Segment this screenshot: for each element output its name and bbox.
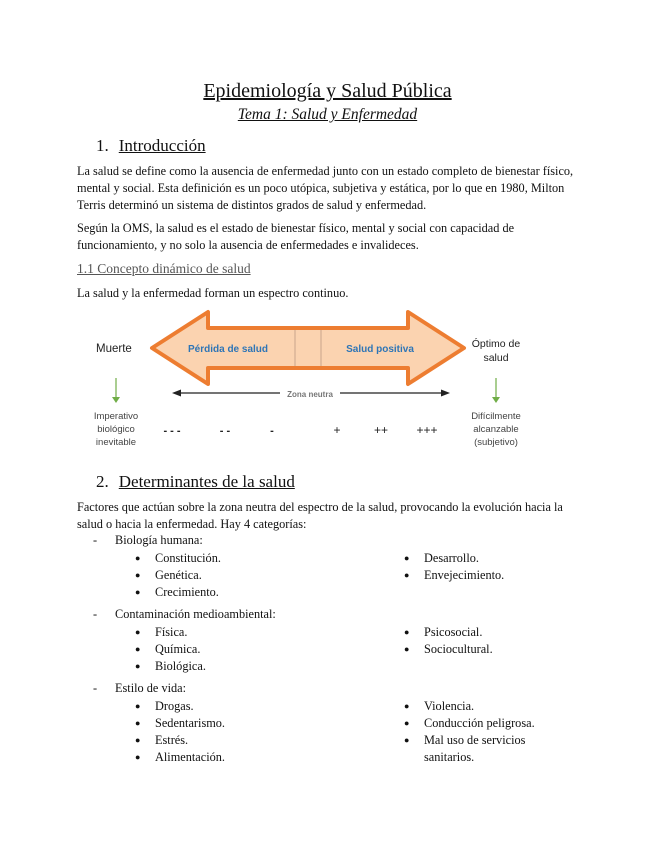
list-item: ● Química. bbox=[135, 641, 206, 658]
document-title: Epidemiología y Salud Pública bbox=[203, 80, 452, 102]
scale-mark-plus-2: ++ bbox=[373, 423, 389, 437]
scale-mark-minus-3: - - - bbox=[163, 425, 181, 437]
category-name: Contaminación medioambiental: bbox=[115, 607, 276, 621]
subsection-1-1-paragraph: La salud y la enfermedad forman un espectro continuo. bbox=[77, 286, 349, 300]
list-item: ● Envejecimiento. bbox=[404, 567, 564, 584]
neutral-zone-arrow-left bbox=[172, 390, 181, 397]
left-down-arrowhead bbox=[112, 397, 120, 403]
imperativo-note-line1: Imperativo bbox=[93, 411, 139, 422]
section-2-heading bbox=[96, 472, 295, 492]
section-1-heading bbox=[96, 136, 206, 156]
list-item: ● Drogas. bbox=[135, 698, 225, 715]
dificilmente-note-line3: (subjetivo) bbox=[474, 437, 518, 448]
zona-neutra-label: Zona neutra bbox=[287, 390, 333, 399]
muerte-label: Muerte bbox=[96, 343, 132, 355]
scale-mark-minus-2: - - bbox=[219, 425, 231, 437]
section-2-number: 2. bbox=[96, 472, 109, 491]
list-item: ● Psicosocial. bbox=[404, 624, 564, 641]
perdida-salud-label: Pérdida de salud bbox=[187, 344, 269, 355]
category-dash: - bbox=[93, 681, 98, 695]
list-item: ● Crecimiento. bbox=[135, 584, 221, 601]
list-item: ● Estrés. bbox=[135, 732, 225, 749]
imperativo-note-line2: biológico bbox=[97, 424, 135, 435]
list-item: ● Conducción peligrosa. bbox=[404, 715, 554, 732]
dificilmente-note-line1: Difícilmente bbox=[471, 411, 521, 422]
section-2-title: Determinantes de la salud bbox=[118, 472, 295, 491]
category-name: Biología humana: bbox=[115, 533, 203, 547]
neutral-zone-arrow-right bbox=[441, 390, 450, 397]
list-item: ● Mal uso de servicios sanitarios. bbox=[404, 732, 554, 766]
optimo-label-line2: salud bbox=[483, 352, 509, 364]
category-name: Estilo de vida: bbox=[115, 681, 187, 695]
list-item: ● Biológica. bbox=[135, 658, 206, 675]
category-biologia bbox=[93, 533, 203, 548]
list-item: ● Sociocultural. bbox=[404, 641, 564, 658]
section-1-number: 1. bbox=[96, 136, 109, 155]
estilo-vida-left-list bbox=[135, 698, 225, 766]
health-spectrum-figure bbox=[80, 306, 580, 456]
category-dash: - bbox=[93, 533, 98, 547]
list-item: ● Desarrollo. bbox=[404, 550, 564, 567]
imperativo-note-line3: inevitable bbox=[95, 437, 137, 448]
section-1-title: Introducción bbox=[118, 136, 206, 155]
biologia-right-list bbox=[404, 550, 564, 584]
dificilmente-note-line2: alcanzable bbox=[473, 424, 519, 435]
contaminacion-right-list bbox=[404, 624, 564, 658]
list-item: ● Sedentarismo. bbox=[135, 715, 225, 732]
section-2-paragraph: Factores que actúan sobre la zona neutra del espectro de la salud, provocando la evolución hacia la salud o hacia la enfermedad. Hay 4 categorías: bbox=[77, 500, 563, 531]
scale-mark-minus-1: - bbox=[270, 425, 274, 437]
document-subtitle: Tema 1: Salud y Enfermedad bbox=[237, 106, 418, 123]
biologia-left-list bbox=[135, 550, 221, 601]
section-1-paragraph-1: La salud se define como la ausencia de enfermedad junto con un estado completo de bienestar físico, mental y social. Esta definición es un poco utópica, subjetiva y estática, por lo que en 1980, Milton Terris determinó un sistema de distintos grados de salud y enfermedad. bbox=[77, 164, 574, 212]
salud-positiva-label: Salud positiva bbox=[346, 344, 414, 355]
optimo-label-line1: Óptimo de bbox=[471, 338, 521, 350]
list-item: ● Alimentación. bbox=[135, 749, 225, 766]
category-contaminacion bbox=[93, 607, 276, 622]
contaminacion-left-list bbox=[135, 624, 206, 675]
subsection-1-1-heading: 1.1 Concepto dinámico de salud bbox=[77, 261, 251, 276]
list-item: ● Violencia. bbox=[404, 698, 554, 715]
estilo-vida-right-list bbox=[404, 698, 554, 766]
list-item: ● Física. bbox=[135, 624, 206, 641]
scale-mark-plus-3: +++ bbox=[416, 423, 438, 437]
category-dash: - bbox=[93, 607, 98, 621]
category-estilo-vida bbox=[93, 681, 186, 696]
section-1-paragraph-2: Según la OMS, la salud es el estado de bienestar físico, mental y social con capacidad de funcionamiento, y no solo la ausencia de enfermedades e invalideces. bbox=[77, 221, 515, 252]
list-item: ● Constitución. bbox=[135, 550, 221, 567]
right-down-arrowhead bbox=[492, 397, 500, 403]
scale-mark-plus-1: + bbox=[333, 423, 341, 437]
list-item: ● Genética. bbox=[135, 567, 221, 584]
